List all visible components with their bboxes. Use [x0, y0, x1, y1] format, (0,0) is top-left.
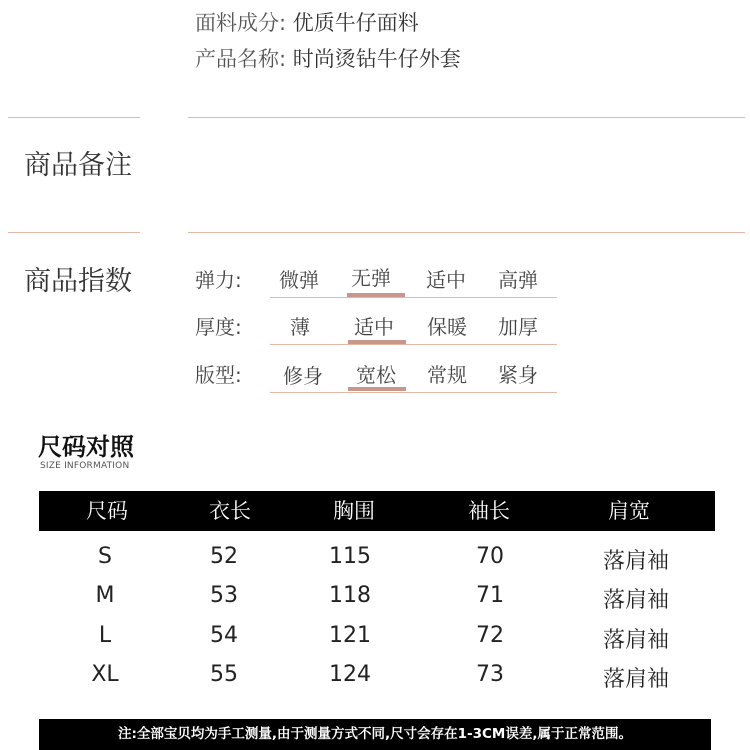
cell-size: S — [98, 544, 112, 569]
cell-length: 54 — [210, 623, 238, 648]
index-row-label: 厚度: — [195, 315, 242, 339]
option-item-selected: 适中 — [354, 315, 394, 339]
index-row-label: 弹力: — [195, 268, 242, 292]
cell-size: M — [95, 583, 115, 608]
fabric-value: 优质牛仔面料 — [292, 11, 419, 35]
option-item: 修身 — [283, 364, 323, 388]
option-item-selected: 宽松 — [356, 363, 396, 387]
cell-shoulder: 落肩袖 — [602, 588, 669, 613]
cell-shoulder: 落肩袖 — [602, 667, 669, 692]
divider-left-1 — [8, 117, 140, 118]
remarks-title: 商品备注 — [24, 150, 132, 181]
option-item: 加厚 — [498, 315, 538, 339]
cell-sleeve: 70 — [476, 544, 504, 569]
cell-sleeve: 73 — [476, 662, 504, 687]
size-chart-title: 尺码对照 — [38, 433, 134, 461]
divider-left-2 — [8, 232, 140, 233]
selected-underline — [348, 387, 406, 391]
size-chart-subtitle: SIZE INFORMATION — [40, 461, 130, 471]
cell-sleeve: 72 — [476, 623, 504, 648]
cell-size: XL — [91, 662, 119, 687]
index-row-label: 版型: — [195, 363, 242, 387]
option-item: 高弹 — [498, 268, 538, 292]
option-item: 微弹 — [279, 268, 319, 292]
header-size: 尺码 — [86, 499, 128, 523]
fabric-label: 面料成分: — [195, 11, 287, 35]
product-name-value: 时尚烫钻牛仔外套 — [292, 47, 461, 71]
row-divider — [270, 344, 557, 345]
product-name-info — [195, 43, 461, 73]
header-chest: 胸围 — [333, 499, 375, 523]
cell-length: 53 — [210, 583, 238, 608]
divider-right-1 — [188, 117, 745, 118]
cell-chest: 115 — [329, 544, 371, 569]
cell-chest: 118 — [329, 583, 371, 608]
option-item-selected: 无弹 — [351, 266, 391, 290]
cell-shoulder: 落肩袖 — [602, 549, 669, 574]
cell-sleeve: 71 — [476, 583, 504, 608]
option-item: 常规 — [427, 363, 467, 387]
option-item: 适中 — [426, 268, 466, 292]
product-name-label: 产品名称: — [195, 47, 287, 71]
header-shoulder: 肩宽 — [608, 499, 650, 523]
row-divider — [270, 392, 557, 393]
cell-length: 52 — [210, 544, 238, 569]
fabric-info — [195, 7, 419, 37]
cell-chest: 124 — [329, 662, 371, 687]
cell-shoulder: 落肩袖 — [602, 628, 669, 653]
cell-size: L — [98, 623, 112, 648]
measurement-note: 注:全部宝贝均为手工测量,由于测量方式不同,尺寸会存在1-3CM误差,属于正常范围。 — [39, 719, 711, 750]
option-item: 薄 — [290, 315, 310, 339]
cell-length: 55 — [210, 662, 238, 687]
cell-chest: 121 — [329, 623, 371, 648]
option-item: 紧身 — [498, 363, 538, 387]
index-title: 商品指数 — [24, 266, 132, 297]
divider-right-2 — [188, 232, 745, 233]
header-length: 衣长 — [209, 499, 251, 523]
header-sleeve: 袖长 — [468, 499, 510, 523]
row-divider — [270, 297, 557, 298]
option-item: 保暖 — [427, 315, 467, 339]
size-table-header — [39, 491, 715, 531]
